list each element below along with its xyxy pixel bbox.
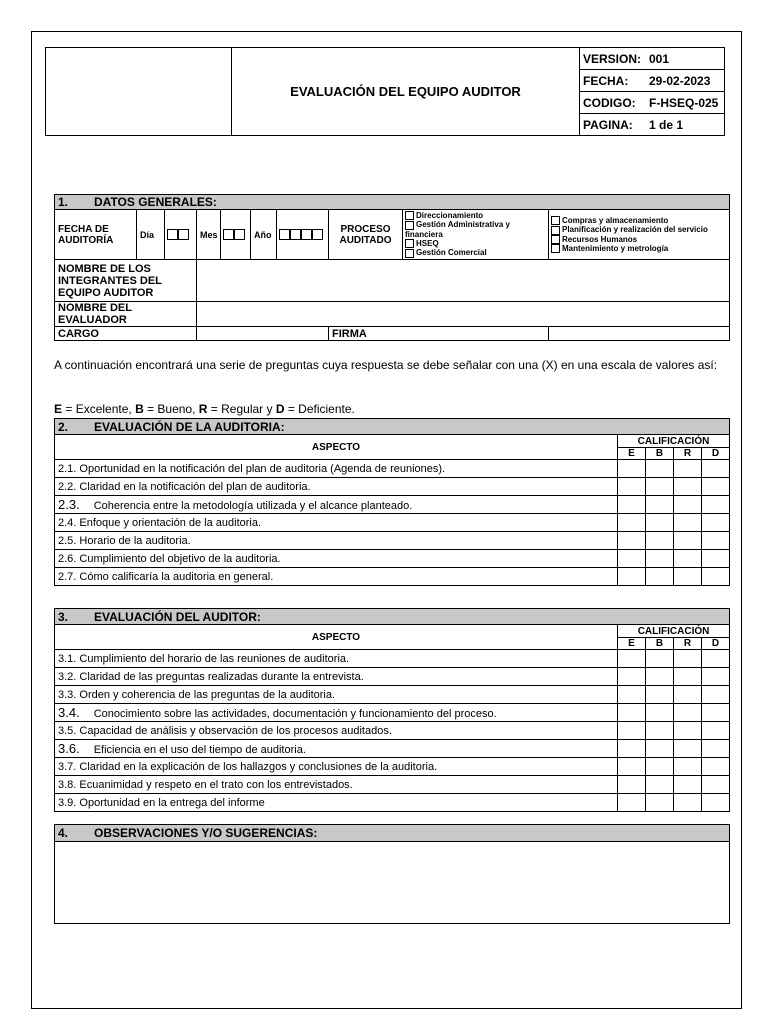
checkbox[interactable] — [279, 229, 290, 240]
grade-cell-d[interactable] — [702, 514, 730, 532]
grade-cell-e[interactable] — [618, 532, 646, 550]
option-compras[interactable] — [551, 216, 727, 225]
grade-cell-d[interactable] — [702, 758, 730, 776]
section1-title: DATOS GENERALES: — [94, 195, 217, 209]
mes-boxes[interactable] — [221, 210, 251, 260]
table-row — [55, 704, 730, 722]
row-number: 3.2. — [58, 670, 77, 683]
calificacion-header: CALIFICACIÓN — [618, 625, 730, 638]
grade-cell-r[interactable] — [674, 686, 702, 704]
grade-cell-e[interactable] — [618, 668, 646, 686]
section2-title: EVALUACIÓN DE LA AUDITORIA: — [94, 419, 285, 434]
grade-cell-b[interactable] — [646, 478, 674, 496]
cargo-label: CARGO — [55, 327, 197, 341]
row-number: 3.3. — [58, 688, 77, 701]
calificacion-header: CALIFICACIÓN — [618, 435, 730, 448]
option-gestion-comercial[interactable] — [405, 248, 546, 257]
checkbox[interactable] — [551, 226, 560, 235]
grade-cell-e[interactable] — [618, 650, 646, 668]
option-gestion-administrativa[interactable] — [405, 220, 546, 238]
grade-cell-e[interactable] — [618, 514, 646, 532]
grade-cell-d[interactable] — [702, 668, 730, 686]
option-recursos-humanos[interactable] — [551, 235, 727, 244]
grade-cell-b[interactable] — [646, 722, 674, 740]
evaluacion-auditoria-table — [54, 418, 730, 586]
table-row — [55, 478, 730, 496]
proceso-auditado-label: PROCESO AUDITADO — [329, 210, 403, 260]
aspect-cell — [55, 686, 618, 704]
checkbox[interactable] — [234, 229, 245, 240]
grade-cell-e[interactable] — [618, 478, 646, 496]
aspect-cell — [55, 514, 618, 532]
section3-title: EVALUACIÓN DEL AUDITOR: — [94, 609, 261, 624]
pagina-value: 1 de 1 — [649, 117, 684, 132]
checkbox[interactable] — [301, 229, 312, 240]
row-number: 2.6. — [58, 552, 77, 565]
aspect-cell — [55, 568, 618, 586]
grade-cell-b[interactable] — [646, 532, 674, 550]
aspect-cell — [55, 478, 618, 496]
grade-cell-d[interactable] — [702, 460, 730, 478]
aspect-text: Cómo calificaría la auditoria en general. — [79, 570, 274, 583]
intro-text: A continuación encontrará una serie de preguntas cuya respuesta se debe señalar con una (X) en una escala de valores así: — [54, 358, 718, 372]
grade-cell-d[interactable] — [702, 478, 730, 496]
checkbox[interactable] — [178, 229, 189, 240]
option-label: Compras y almacenamiento — [562, 215, 669, 225]
table-row — [55, 568, 730, 586]
aspect-text: Ecuanimidad y respeto en el trato con los entrevistados. — [79, 778, 353, 791]
grade-letter-header: B — [646, 448, 674, 460]
row-number: 3.7. — [58, 760, 77, 773]
grade-cell-b[interactable] — [646, 686, 674, 704]
grade-cell-b[interactable] — [646, 496, 674, 514]
codigo-value: F-HSEQ-025 — [649, 95, 719, 110]
grade-cell-e[interactable] — [618, 722, 646, 740]
table-row — [55, 686, 730, 704]
row-number: 3.8. — [58, 778, 77, 791]
row-number: 3.9. — [58, 796, 77, 809]
grade-cell-d[interactable] — [702, 740, 730, 758]
aspect-text: Orden y coherencia de las preguntas de la auditoria. — [79, 688, 336, 701]
version-label: VERSION: — [583, 51, 642, 66]
grade-cell-r[interactable] — [674, 460, 702, 478]
section3-heading — [55, 609, 730, 625]
grade-cell-b[interactable] — [646, 776, 674, 794]
dia-boxes[interactable] — [165, 210, 197, 260]
dia-label: Día — [137, 210, 165, 260]
grade-cell-r[interactable] — [674, 794, 702, 812]
aspect-cell — [55, 740, 618, 758]
table-row — [55, 776, 730, 794]
checkbox[interactable] — [405, 211, 414, 220]
checkbox[interactable] — [405, 239, 414, 248]
table-row — [55, 650, 730, 668]
cargo-field[interactable] — [197, 327, 329, 341]
table-row — [55, 668, 730, 686]
pagina-label: PAGINA: — [583, 117, 633, 132]
row-number: 2.3. — [58, 497, 80, 512]
document-page — [31, 31, 742, 1009]
grade-letter-header: D — [702, 448, 730, 460]
aspect-cell — [55, 668, 618, 686]
row-number: 3.6. — [58, 741, 80, 756]
grade-letter-header: B — [646, 638, 674, 650]
firma-label: FIRMA — [329, 327, 549, 341]
aspecto-header: ASPECTO — [55, 435, 618, 460]
evaluacion-auditor-table — [54, 608, 730, 812]
option-label: Gestión Administrativa y financiera — [405, 220, 510, 239]
document-title: EVALUACIÓN DEL EQUIPO AUDITOR — [232, 48, 580, 136]
firma-field[interactable] — [549, 327, 730, 341]
table-row — [55, 532, 730, 550]
aspect-cell — [55, 496, 618, 514]
section4-number: 4. — [58, 826, 69, 840]
evaluador-field[interactable] — [197, 302, 730, 327]
section3-number: 3. — [58, 609, 69, 624]
option-direccionamiento[interactable] — [405, 211, 546, 220]
aspect-cell — [55, 460, 618, 478]
grade-cell-d[interactable] — [702, 496, 730, 514]
table-row — [55, 794, 730, 812]
grade-cell-d[interactable] — [702, 550, 730, 568]
aspect-cell — [55, 758, 618, 776]
fecha-cell — [580, 70, 725, 92]
grade-cell-r[interactable] — [674, 496, 702, 514]
grade-cell-r[interactable] — [674, 478, 702, 496]
checkbox[interactable] — [405, 221, 414, 230]
option-label: Recursos Humanos — [562, 234, 638, 244]
table-row — [55, 514, 730, 532]
section4-heading — [55, 825, 730, 842]
grade-cell-d[interactable] — [702, 722, 730, 740]
table-row — [55, 722, 730, 740]
grade-cell-d[interactable] — [702, 686, 730, 704]
aspect-text: Cumplimiento del horario de las reuniones de auditoria. — [79, 652, 350, 665]
grade-letter-header: R — [674, 638, 702, 650]
row-number: 2.5. — [58, 534, 77, 547]
option-label: Planificación y realización del servicio — [562, 225, 708, 235]
grade-cell-r[interactable] — [674, 668, 702, 686]
grade-cell-d[interactable] — [702, 776, 730, 794]
grade-cell-b[interactable] — [646, 650, 674, 668]
option-hseq[interactable] — [405, 239, 546, 248]
grade-cell-e[interactable] — [618, 704, 646, 722]
grade-cell-r[interactable] — [674, 568, 702, 586]
pagina-cell — [580, 114, 725, 136]
section1-heading — [55, 195, 730, 210]
option-mantenimiento[interactable] — [551, 244, 727, 253]
aspect-text: Horario de la auditoria. — [79, 534, 191, 547]
version-value: 001 — [649, 51, 670, 66]
aspecto-header: ASPECTO — [55, 625, 618, 650]
grade-letter-header: E — [618, 448, 646, 460]
row-number: 2.1. — [58, 462, 77, 475]
grade-cell-e[interactable] — [618, 758, 646, 776]
aspect-text: Enfoque y orientación de la auditoria. — [79, 516, 262, 529]
checkbox[interactable] — [167, 229, 178, 240]
grade-cell-d[interactable] — [702, 704, 730, 722]
aspect-text: Cumplimiento del objetivo de la auditoria. — [79, 552, 281, 565]
proceso-options-col1 — [403, 210, 549, 260]
table-row — [55, 496, 730, 514]
grade-cell-d[interactable] — [702, 532, 730, 550]
aspect-cell — [55, 650, 618, 668]
fecha-value: 29-02-2023 — [649, 73, 711, 88]
aspect-text: Claridad de las preguntas realizadas durante la entrevista. — [79, 670, 364, 683]
table-row — [55, 740, 730, 758]
observaciones-field[interactable] — [55, 842, 730, 924]
fecha-label: FECHA: — [583, 73, 629, 88]
grade-letter-header: E — [618, 638, 646, 650]
version-cell — [580, 48, 725, 70]
grade-cell-d[interactable] — [702, 650, 730, 668]
grade-cell-e[interactable] — [618, 460, 646, 478]
aspect-cell — [55, 776, 618, 794]
grade-cell-e[interactable] — [618, 794, 646, 812]
section2-heading — [55, 419, 730, 435]
grade-cell-r[interactable] — [674, 532, 702, 550]
row-number: 2.4. — [58, 516, 77, 529]
fecha-auditoria-label: FECHA DE AUDITORÍA — [55, 210, 137, 260]
grade-cell-b[interactable] — [646, 550, 674, 568]
table-row — [55, 460, 730, 478]
grade-cell-e[interactable] — [618, 496, 646, 514]
grade-cell-b[interactable] — [646, 568, 674, 586]
observaciones-table — [54, 824, 730, 924]
aspect-cell — [55, 704, 618, 722]
logo-cell — [46, 48, 232, 136]
aspect-text: Eficiencia en el uso del tiempo de auditoria. — [93, 744, 306, 756]
grade-cell-b[interactable] — [646, 740, 674, 758]
codigo-label: CODIGO: — [583, 95, 636, 110]
aspect-text: Coherencia entre la metodología utilizada y el alcance planteado. — [93, 500, 413, 512]
grade-cell-b[interactable] — [646, 668, 674, 686]
grade-cell-e[interactable] — [618, 550, 646, 568]
grade-cell-e[interactable] — [618, 776, 646, 794]
row-number: 3.5. — [58, 724, 77, 737]
proceso-options-col2 — [549, 210, 730, 260]
row-number: 3.1. — [58, 652, 77, 665]
checkbox[interactable] — [290, 229, 301, 240]
row-number: 2.2. — [58, 480, 77, 493]
aspect-cell — [55, 532, 618, 550]
option-planificacion[interactable] — [551, 225, 727, 234]
anio-boxes[interactable] — [277, 210, 329, 260]
checkbox[interactable] — [223, 229, 234, 240]
checkbox[interactable] — [551, 216, 560, 225]
grade-cell-b[interactable] — [646, 794, 674, 812]
grade-cell-r[interactable] — [674, 722, 702, 740]
grade-cell-d[interactable] — [702, 568, 730, 586]
option-label: HSEQ — [416, 238, 439, 248]
mes-label: Mes — [197, 210, 221, 260]
grade-cell-r[interactable] — [674, 650, 702, 668]
aspect-text: Claridad en la explicación de los hallazgos y conclusiones de la auditoria. — [79, 760, 438, 773]
aspect-text: Oportunidad en la notificación del plan de auditoria (Agenda de reuniones). — [79, 462, 446, 475]
checkbox[interactable] — [551, 235, 560, 244]
aspect-cell — [55, 550, 618, 568]
integrantes-label: NOMBRE DE LOS INTEGRANTES DEL EQUIPO AUDITOR — [55, 260, 197, 302]
document-header — [45, 47, 725, 136]
section1-number: 1. — [58, 195, 69, 209]
checkbox[interactable] — [312, 229, 323, 240]
grade-cell-b[interactable] — [646, 460, 674, 478]
grade-cell-r[interactable] — [674, 776, 702, 794]
grade-cell-b[interactable] — [646, 758, 674, 776]
aspect-cell — [55, 722, 618, 740]
grade-letter-header: D — [702, 638, 730, 650]
aspect-text: Conocimiento sobre las actividades, documentación y funcionamiento del proceso. — [93, 708, 497, 720]
anio-label: Año — [251, 210, 277, 260]
option-label: Direccionamiento — [416, 211, 484, 220]
grade-cell-r[interactable] — [674, 740, 702, 758]
codigo-cell — [580, 92, 725, 114]
grade-cell-b[interactable] — [646, 514, 674, 532]
aspect-text: Oportunidad en la entrega del informe — [79, 796, 265, 809]
option-label: Gestión Comercial — [416, 248, 487, 258]
grade-cell-r[interactable] — [674, 758, 702, 776]
row-number: 3.4. — [58, 705, 80, 720]
aspect-text: Capacidad de análisis y observación de los procesos auditados. — [79, 724, 392, 737]
grade-cell-e[interactable] — [618, 568, 646, 586]
datos-generales-table — [54, 194, 730, 341]
option-label: Mantenimiento y metrología — [562, 243, 669, 253]
grade-cell-r[interactable] — [674, 704, 702, 722]
grade-cell-b[interactable] — [646, 704, 674, 722]
grade-cell-r[interactable] — [674, 514, 702, 532]
grade-cell-e[interactable] — [618, 740, 646, 758]
scale-legend: E = Excelente, B = Bueno, R = Regular y D = Deficiente. — [54, 402, 355, 416]
section2-number: 2. — [58, 419, 69, 434]
integrantes-field[interactable] — [197, 260, 730, 302]
grade-cell-e[interactable] — [618, 686, 646, 704]
grade-cell-d[interactable] — [702, 794, 730, 812]
section4-title: OBSERVACIONES Y/O SUGERENCIAS: — [94, 826, 318, 840]
row-number: 2.7. — [58, 570, 77, 583]
checkbox[interactable] — [405, 249, 414, 258]
table-row — [55, 550, 730, 568]
table-row — [55, 758, 730, 776]
aspect-cell — [55, 794, 618, 812]
grade-cell-r[interactable] — [674, 550, 702, 568]
aspect-text: Claridad en la notificación del plan de auditoria. — [79, 480, 311, 493]
evaluador-label: NOMBRE DEL EVALUADOR — [55, 302, 197, 327]
checkbox[interactable] — [551, 244, 560, 253]
grade-letter-header: R — [674, 448, 702, 460]
